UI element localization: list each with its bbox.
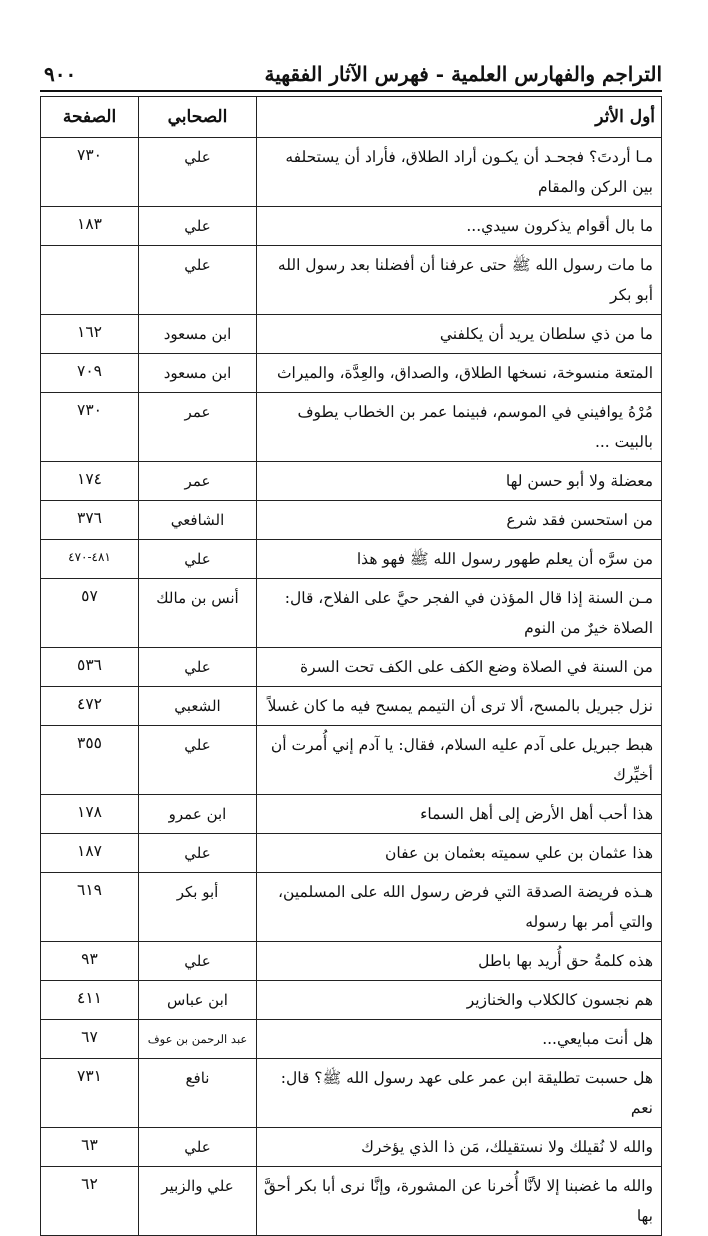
sahabi-name: علي <box>139 138 257 207</box>
table-row <box>41 1167 662 1236</box>
page-ref: ١٨٣ <box>41 207 139 246</box>
table-row <box>41 207 662 246</box>
athar-text: هبط جبريل على آدم عليه السلام، فقال: يا آدم إني أُمرت أن أخيِّرك <box>257 726 662 795</box>
running-title: التراجم والفهارس العلمية - فهرس الآثار الفقهية <box>264 62 662 86</box>
page-ref: ٦٧ <box>41 1020 139 1059</box>
page-number: ٩٠٠ <box>44 62 77 86</box>
athar-index-table <box>40 96 662 1236</box>
sahabi-name: علي <box>139 540 257 579</box>
athar-text: من سرَّه أن يعلم طهور رسول الله ﷺ فهو هذا <box>257 540 662 579</box>
table-row <box>41 981 662 1020</box>
table-row <box>41 1020 662 1059</box>
page-ref: ٣٧٦ <box>41 501 139 540</box>
page-ref: ٤١١ <box>41 981 139 1020</box>
table-row <box>41 393 662 462</box>
table-row <box>41 354 662 393</box>
table-row <box>41 246 662 315</box>
page-ref: ٦١٩ <box>41 873 139 942</box>
athar-text: هذه كلمةُ حق أُريد بها باطل <box>257 942 662 981</box>
athar-text: هذا أحب أهل الأرض إلى أهل السماء <box>257 795 662 834</box>
athar-text: ما بال أقوام يذكرون سيدي... <box>257 207 662 246</box>
page-header <box>40 56 662 92</box>
table-row <box>41 648 662 687</box>
page-ref: ١٨٧ <box>41 834 139 873</box>
sahabi-name: ابن مسعود <box>139 354 257 393</box>
athar-text: المتعة منسوخة، نسخها الطلاق، والصداق، والعِدَّة، والميراث <box>257 354 662 393</box>
page-ref: ٧٣١ <box>41 1059 139 1128</box>
page-ref: ١٧٤ <box>41 462 139 501</box>
page-ref: ١٦٢ <box>41 315 139 354</box>
athar-text: نزل جبريل بالمسح، ألا ترى أن التيمم يمسح فيه ما كان غسلاً <box>257 687 662 726</box>
page-ref: ١٧٨ <box>41 795 139 834</box>
sahabi-name: علي <box>139 942 257 981</box>
table-row <box>41 795 662 834</box>
table-row <box>41 462 662 501</box>
table-row <box>41 579 662 648</box>
athar-text: من استحسن فقد شرع <box>257 501 662 540</box>
table-row <box>41 501 662 540</box>
page-ref: ٧٣٠ <box>41 138 139 207</box>
sahabi-name: علي <box>139 834 257 873</box>
table-header-row <box>41 97 662 138</box>
page-ref <box>41 246 139 315</box>
athar-text: والله ما غضبنا إلا لأنَّا أُخرنا عن المشورة، وإنَّا نرى أبا بكر أحقَّ بها <box>257 1167 662 1236</box>
page-ref: ٤٨١-٤٧٠ <box>41 540 139 579</box>
athar-text: والله لا نُقيلك ولا نستقيلك، مَن ذا الذي يؤخرك <box>257 1128 662 1167</box>
athar-text: هل أنت مبايعي... <box>257 1020 662 1059</box>
athar-text: معضلة ولا أبو حسن لها <box>257 462 662 501</box>
athar-text: مـن السنة إذا قال المؤذن في الفجر حيَّ على الفلاح، قال: الصلاة خيرٌ من النوم <box>257 579 662 648</box>
sahabi-name: نافع <box>139 1059 257 1128</box>
sahabi-name: أنس بن مالك <box>139 579 257 648</box>
sahabi-name: عمر <box>139 462 257 501</box>
column-header-page: الصفحة <box>41 97 139 138</box>
athar-text: من السنة في الصلاة وضع الكف على الكف تحت السرة <box>257 648 662 687</box>
athar-text: هذا عثمان بن علي سميته بعثمان بن عفان <box>257 834 662 873</box>
sahabi-name: عمر <box>139 393 257 462</box>
page-ref: ٤٧٢ <box>41 687 139 726</box>
table-row <box>41 315 662 354</box>
sahabi-name: ابن عمرو <box>139 795 257 834</box>
page-ref: ٧٠٩ <box>41 354 139 393</box>
page-ref: ٧٣٠ <box>41 393 139 462</box>
page-ref: ٦٣ <box>41 1128 139 1167</box>
athar-text: ما من ذي سلطان يريد أن يكلفني <box>257 315 662 354</box>
athar-text: هم نجسون كالكلاب والخنازير <box>257 981 662 1020</box>
athar-text: هل حسبت تطليقة ابن عمر على عهد رسول الله ﷺ؟ قال: نعم <box>257 1059 662 1128</box>
sahabi-name: أبو بكر <box>139 873 257 942</box>
sahabi-name: ابن عباس <box>139 981 257 1020</box>
table-row <box>41 873 662 942</box>
table-row <box>41 540 662 579</box>
table-row <box>41 942 662 981</box>
column-header-athar: أول الأثر <box>257 97 662 138</box>
table-row <box>41 834 662 873</box>
column-header-sahabi: الصحابي <box>139 97 257 138</box>
sahabi-name: علي <box>139 246 257 315</box>
page-ref: ٩٣ <box>41 942 139 981</box>
sahabi-name: علي <box>139 648 257 687</box>
sahabi-name: علي والزبير <box>139 1167 257 1236</box>
athar-text: هـذه فريضة الصدقة التي فرض رسول الله على المسلمين، والتي أمر بها رسوله <box>257 873 662 942</box>
athar-text: ما مات رسول الله ﷺ حتى عرفنا أن أفضلنا بعد رسول الله أبو بكر <box>257 246 662 315</box>
sahabi-name: الشعبي <box>139 687 257 726</box>
page-ref: ٦٢ <box>41 1167 139 1236</box>
table-row <box>41 1059 662 1128</box>
table-row <box>41 1128 662 1167</box>
sahabi-name: علي <box>139 726 257 795</box>
athar-text: مـا أردتَ؟ فجحـد أن يكـون أراد الطلاق، فأراد أن يستحلفه بين الركن والمقام <box>257 138 662 207</box>
table-row <box>41 138 662 207</box>
page-ref: ٥٧ <box>41 579 139 648</box>
athar-text: مُرْهُ يوافيني في الموسم، فبينما عمر بن الخطاب يطوف بالبيت ... <box>257 393 662 462</box>
sahabi-name: علي <box>139 207 257 246</box>
page-ref: ٥٣٦ <box>41 648 139 687</box>
page-ref: ٣٥٥ <box>41 726 139 795</box>
sahabi-name: علي <box>139 1128 257 1167</box>
sahabi-name: عبد الرحمن بن عوف <box>139 1020 257 1059</box>
sahabi-name: الشافعي <box>139 501 257 540</box>
table-row <box>41 726 662 795</box>
table-row <box>41 687 662 726</box>
sahabi-name: ابن مسعود <box>139 315 257 354</box>
